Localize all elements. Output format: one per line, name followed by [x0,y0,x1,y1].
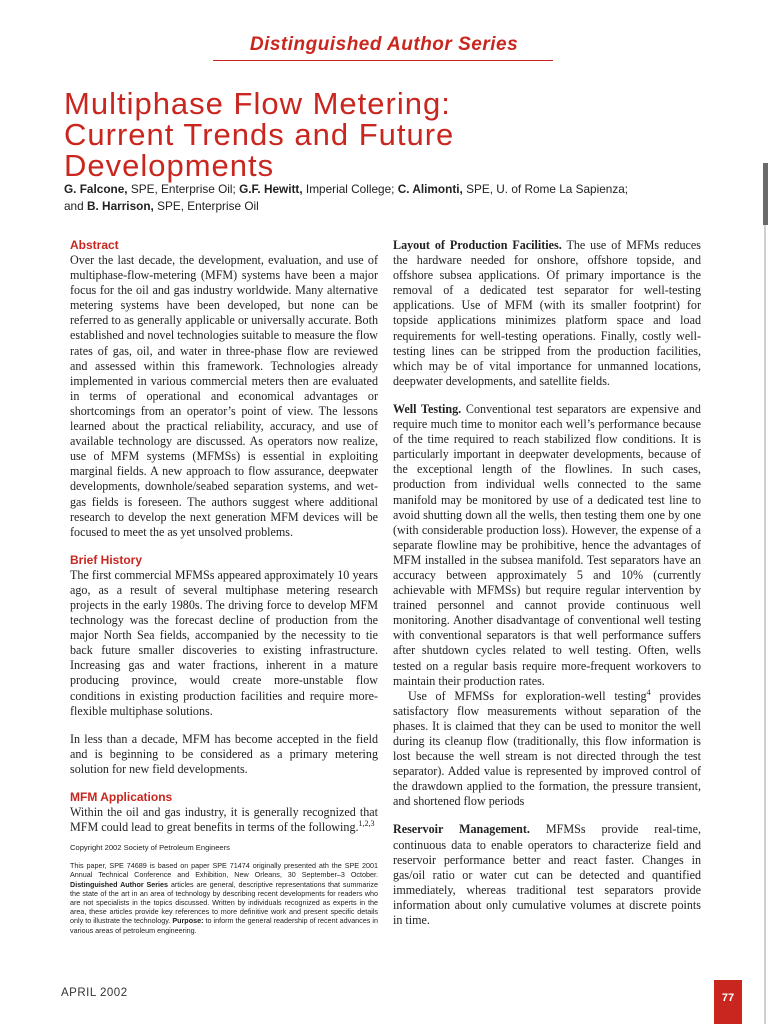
author-line [64,181,724,215]
article-title [64,88,704,181]
exploration-paragraph: Use of MFMSs for exploration-well testing$^4$ provides satisfactory flow measurements without separation of the phases. It is claimed that they can be used to monitor the well during its cleanup flow (traditionally, this flow information is lost because the well stream is not directed through the test separator). Added value is represented by improved control of the drawdown applied to the formation, the pressure transient, and shortened flow periods [393,687,701,809]
history-paragraph-1: The first commercial MFMSs appeared approximately 10 years ago, as a result of several multiphase metering research projects in the early 1980s. The driving force to develop MFM technology was the forecast decline of production from the major North Sea fields, accompanied by the necessity to tie back future smaller discoveries to existing infrastructure. Increasing gas and water fractions, inherent in a mature producing province, would create more-unstable flow conditions in existing production facilities and require more-flexible multiphase solutions. [70,567,378,718]
applications-sentence: Within the oil and gas industry, it is generally recognized that MFM could lead to great benefits in terms of the following. [70,805,378,835]
section-heading-abstract: Abstract [70,238,119,252]
page-number: 77 [721,992,735,1004]
section-heading-history: Brief History [70,552,143,567]
copyright-notice: Copyright 2002 Society of Petroleum Engineers [70,843,230,853]
issue-date: APRIL 2002 [61,987,128,999]
series-underline [213,60,553,61]
author-affiliation: SPE, Enterprise Oil; [127,182,240,196]
history-paragraph-2: In less than a decade, MFM has become accepted in the field and is beginning to be considered as a primary metering solution for new field developments. [70,731,378,776]
author-name: B. Harrison, [86,199,154,213]
right-column [393,238,701,928]
series-title: Distinguished Author Series [249,34,519,55]
author-name: G. Falcone, [64,182,128,196]
author-affiliation: SPE, U. of Rome La Sapienza; [462,182,629,196]
author-name: C. Alimonti, [397,182,463,196]
title-line-1: Multiphase Flow Metering: [64,86,451,121]
section-heading-applications: MFM Applications [70,790,173,804]
layout-paragraph: Layout of Production Facilities. The use of MFMs reduces the hardware needed for onshore, offshore topside, and offshore subsea applications. Of primary importance is the removal of a dedicated test separator for well-testing applications. Use of MFM (with its smaller footprint) for topside applications minimizes platform space and load requirements for well-testing operations. Finally, costly well-testing lines can be stripped from the production facilities, which may be of vital importance for unmanned locations, deepwater developments, and satellite fields. [393,238,701,388]
citation-refs: 1,2,3 [358,819,375,829]
author-affiliation: Imperial College; [302,182,398,196]
run-in-heading-welltesting: Well Testing. [393,401,462,416]
citation-ref: 4 [646,687,651,697]
applications-text [70,805,378,835]
title-line-2: Current Trends and Future [64,117,455,152]
editorial-note: This paper, SPE 74689 is based on paper SPE 71474 originally presented ath the SPE 2001 Annual Technical Conference and Exhibition, New Orleans, 30 September–3 October. Distinguished Author Series articles are general, descriptive representations that summarize the state of the art in an area of technology by describing recent developments for readers who are not specialists in the topics discussed. Written by individuals recognized as experts in the area, these articles provide key references to more definitive work and present specific details only to illustrate the technology. Purpose: to inform the general readership of recent advances in various areas of petroleum engineering. [70,861,378,935]
author-name: G.F. Hewitt, [239,182,303,196]
welltest-paragraph: Well Testing. Conventional test separators are expensive and require much time to monitor each well’s performance because of the time required to reach stabilized flow conditions. It is particularly important in deepwater developments, because of the exceptional length of the flowlines. In such cases, production from individual wells connected to the same manifold may be monitored by use of a dedicated test line to avoid shutting down all the wells, then testing them one by one (with considerable production loss). However, the expense of a separate flowline may be prohibitive, hence the advantages of MFM installed in the subsea manifold. Test separators have an accuracy between approximately 5 and 10% (currently achievable with MFMSs) but require regular intervention by trained personnel and cannot provide continuous well monitoring. Another disadvantage of conventional well testing with conventional separators is that well performance suffers after shutdown cycles related to well testing. Often, wells tested on a regular basis require more-frequent workovers to maintain their production rates. [393,401,701,688]
author-affiliation: SPE, Enterprise Oil [153,199,259,213]
run-in-heading-reservoir: Reservoir Management. [393,822,530,837]
title-line-3: Developments [64,148,275,183]
reservoir-paragraph: Reservoir Management. MFMSs provide real-time, continuous data to enable operators to characterize field and reservoir performance better and react faster. Changes in gas/oil ratio or water cut can be detected and quantified immediately, whereas traditional test separators provide information about only cumulative volumes at discrete points in time. [393,822,701,928]
author-connector: and [64,199,87,213]
abstract-text: Over the last decade, the development, evaluation, and use of multiphase-flow-metering (MFM) systems have been a major focus for the oil and gas industry worldwide. Many alternative metering systems have been developed, but none can be referred to as generally applicable or universally accurate. Both established and novel technologies suitable to measure the flow rates of gas, oil, and water in three-phase flow are reviewed and assessed within this framework. Technologies already implemented in various commercial meters then are evaluated in terms of operational and economical advantages or shortcomings from an operator’s point of view. The lessons learned about the practical reliability, accuracy, and use of available technology are discussed. As operators now realize, use of MFM systems (MFMSs) is essential in exploiting marginal fields. A new approach to flow assurance, deepwater developments, downhole/seabed separation systems, and wet-gas fields is foreseen. The authors suggest where additional research to develop the next generation MFM devices will be focused to meet the as yet unsolved problems. [70,253,378,539]
left-column [70,238,378,935]
scrollbar-track[interactable] [764,163,766,1024]
run-in-heading-layout: Layout of Production Facilities. [393,238,562,252]
scrollbar-thumb[interactable] [763,163,768,225]
